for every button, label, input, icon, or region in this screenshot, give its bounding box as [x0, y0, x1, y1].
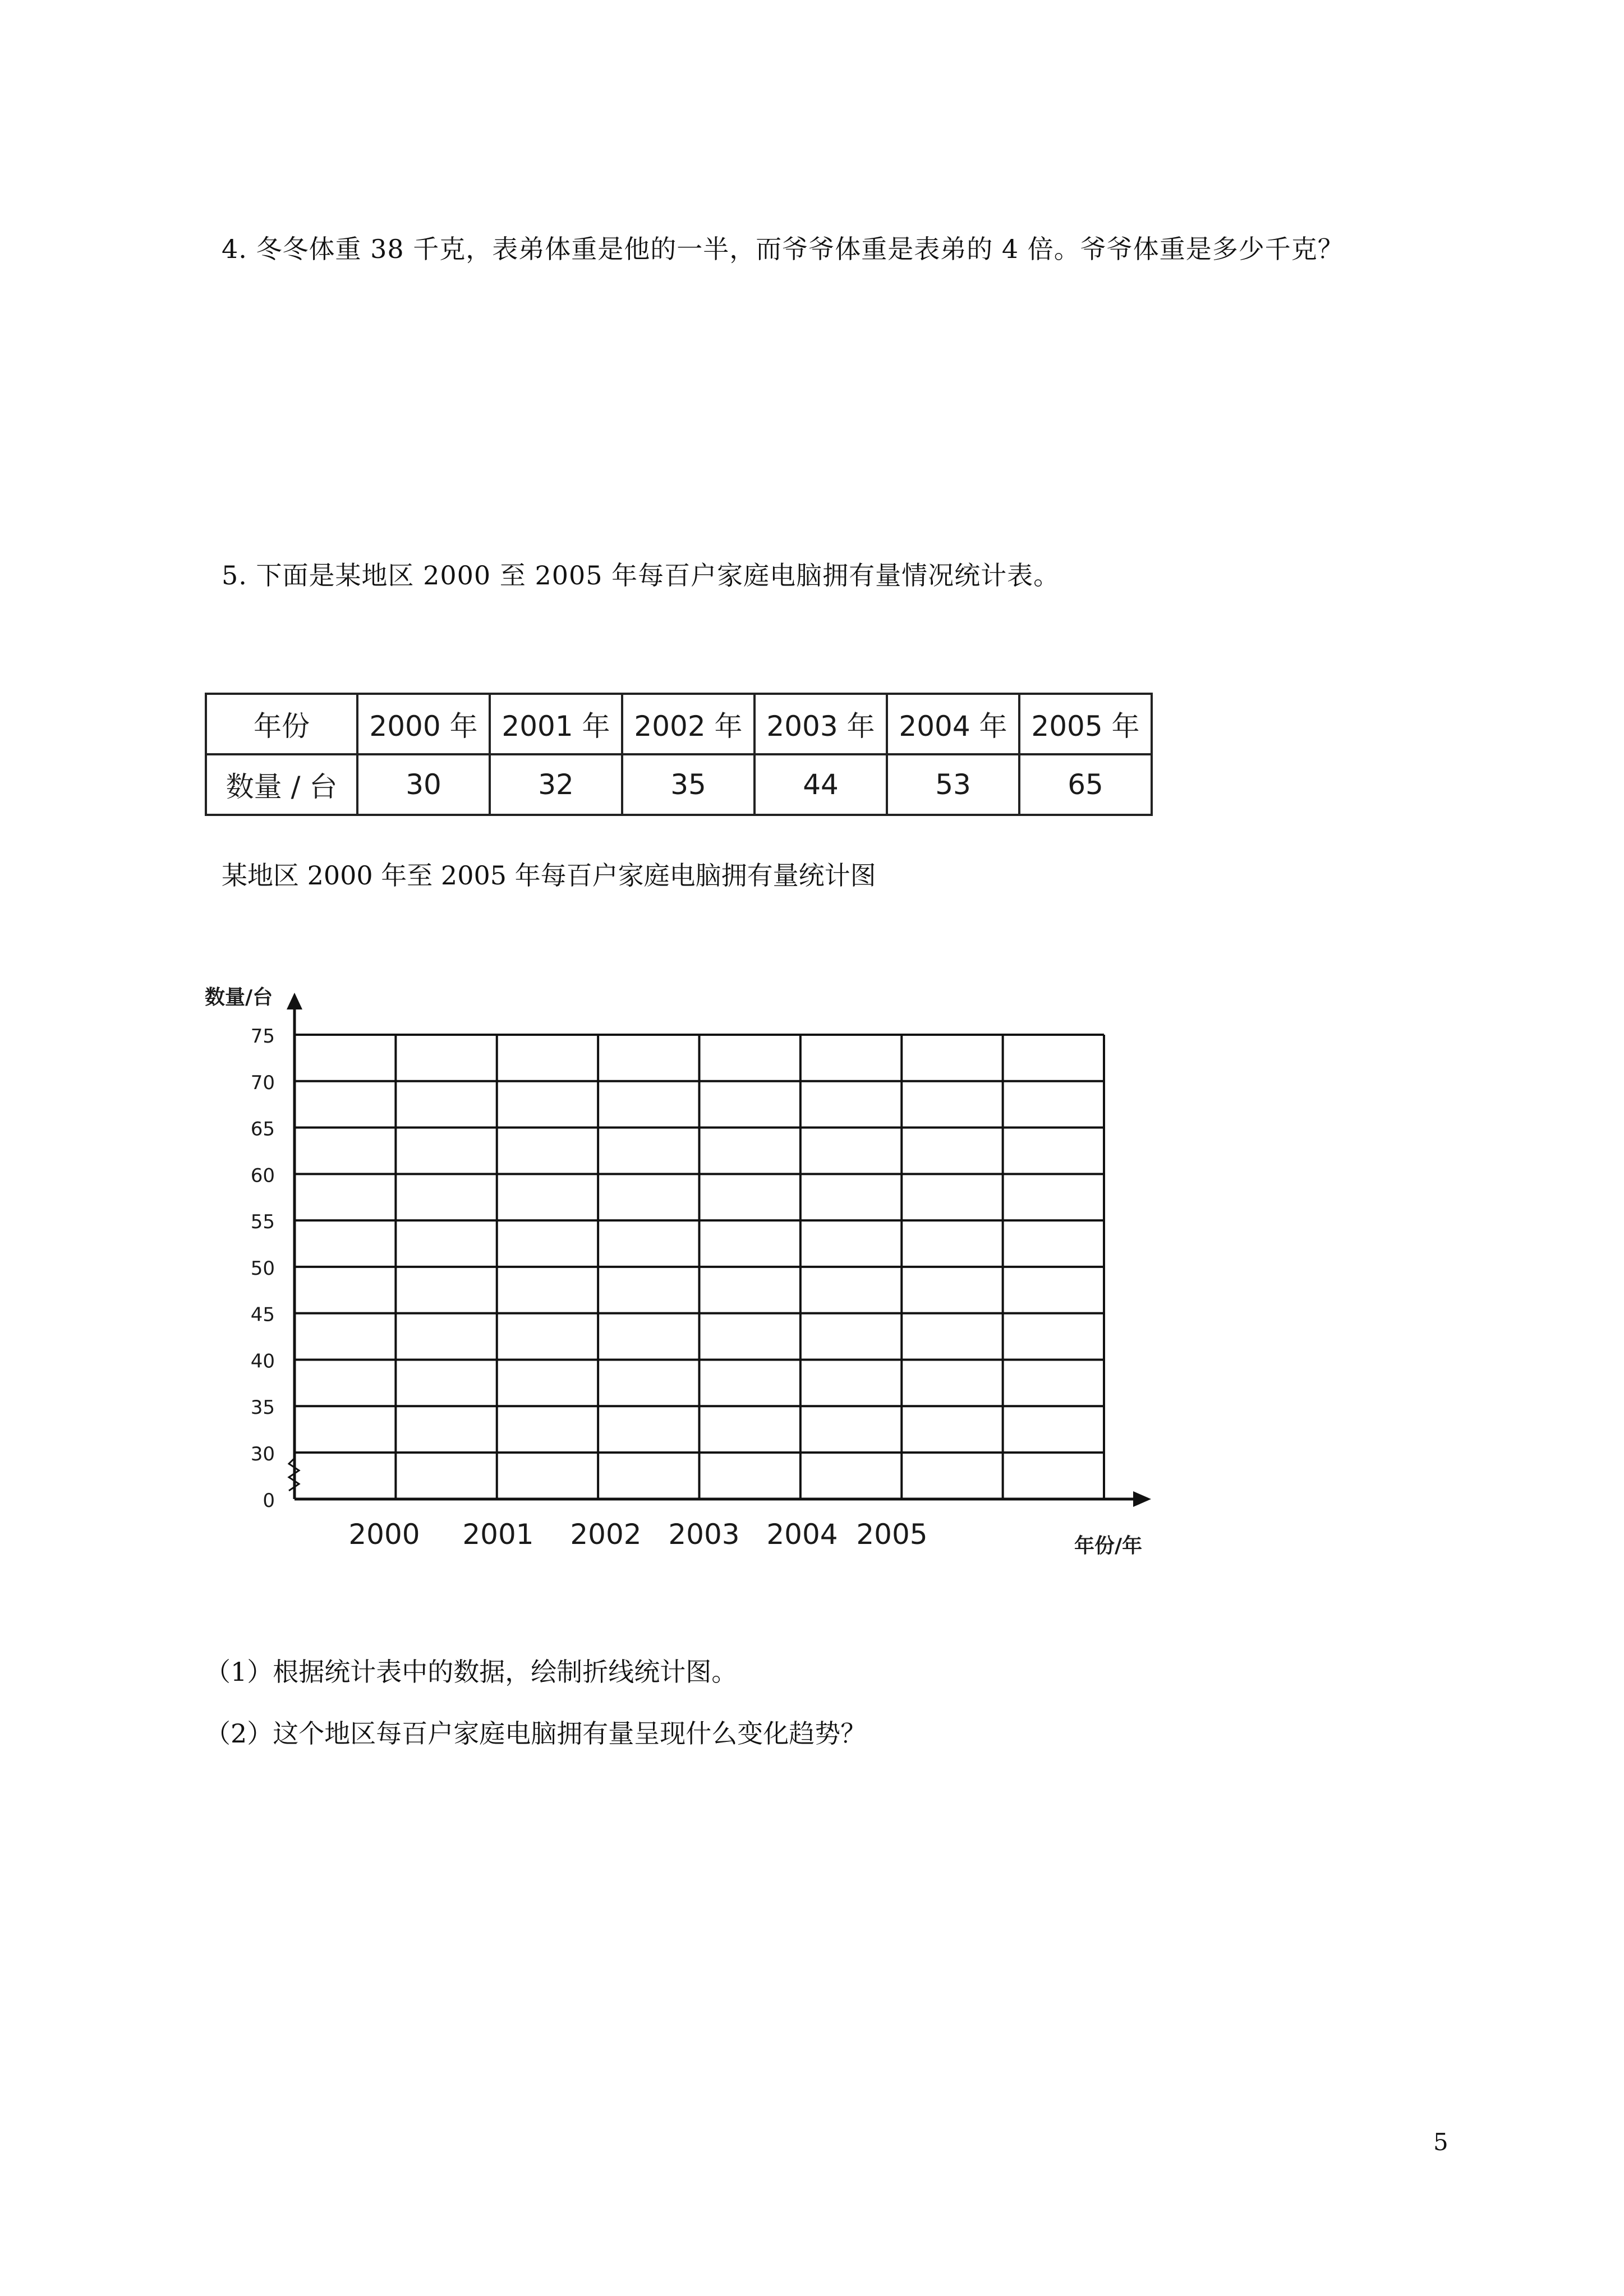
y-tick-label: 40: [250, 1350, 275, 1373]
table-value-cell: 35: [622, 754, 755, 815]
table-value-cell: 65: [1019, 754, 1152, 815]
x-tick-label: 2003: [668, 1518, 740, 1551]
x-tick-label: 2005: [856, 1518, 928, 1551]
y-tick-label: 45: [250, 1303, 275, 1326]
y-tick-label: 55: [250, 1211, 275, 1234]
table-year-cell: 2004 年: [887, 694, 1019, 754]
x-tick-label: 2002: [570, 1518, 642, 1551]
y-tick-label: 0: [263, 1490, 275, 1512]
table-year-cell: 2000 年: [357, 694, 490, 754]
table-value-cell: 30: [357, 754, 490, 815]
x-tick-label: 2004: [766, 1518, 838, 1551]
table-year-cell: 2001 年: [490, 694, 622, 754]
table-year-cell: 2003 年: [755, 694, 887, 754]
y-tick-label: 35: [250, 1396, 275, 1419]
page-number: 5: [1433, 2128, 1448, 2156]
y-tick-label: 50: [250, 1257, 275, 1280]
y-tick-label: 70: [250, 1071, 275, 1094]
y-tick-label: 65: [250, 1118, 275, 1141]
table-year-cell: 2005 年: [1019, 694, 1152, 754]
question-5: 5. 下面是某地区 2000 至 2005 年每百户家庭电脑拥有量情况统计表。: [222, 560, 1060, 591]
chart-caption: 某地区 2000 年至 2005 年每百户家庭电脑拥有量统计图: [222, 860, 876, 891]
table-value-cell: 32: [490, 754, 622, 815]
y-tick-label: 75: [250, 1025, 275, 1048]
x-tick-label: 2000: [348, 1518, 420, 1551]
table-header-label: 年份: [206, 694, 357, 754]
subquestion-1: （1）根据统计表中的数据，绘制折线统计图。: [205, 1657, 738, 1687]
x-tick-label: 2001: [462, 1518, 534, 1551]
table-value-cell: 53: [887, 754, 1019, 815]
table-year-cell: 2002 年: [622, 694, 755, 754]
x-axis-label: 年份/年: [1074, 1534, 1143, 1557]
y-tick-label: 30: [250, 1443, 275, 1465]
y-axis-arrow-icon: [287, 993, 302, 1009]
table-row-label: 数量 / 台: [206, 754, 357, 815]
x-axis-arrow-icon: [1133, 1491, 1151, 1507]
subquestion-2: （2）这个地区每百户家庭电脑拥有量呈现什么变化趋势？: [205, 1718, 867, 1749]
table-value-cell: 44: [755, 754, 887, 815]
question-4: 4. 冬冬体重 38 千克，表弟体重是他的一半，而爷爷体重是表弟的 4 倍。爷爷体重是多少千克？: [222, 234, 1344, 264]
y-axis-label: 数量/台: [205, 986, 273, 1009]
y-tick-label: 60: [250, 1164, 275, 1187]
